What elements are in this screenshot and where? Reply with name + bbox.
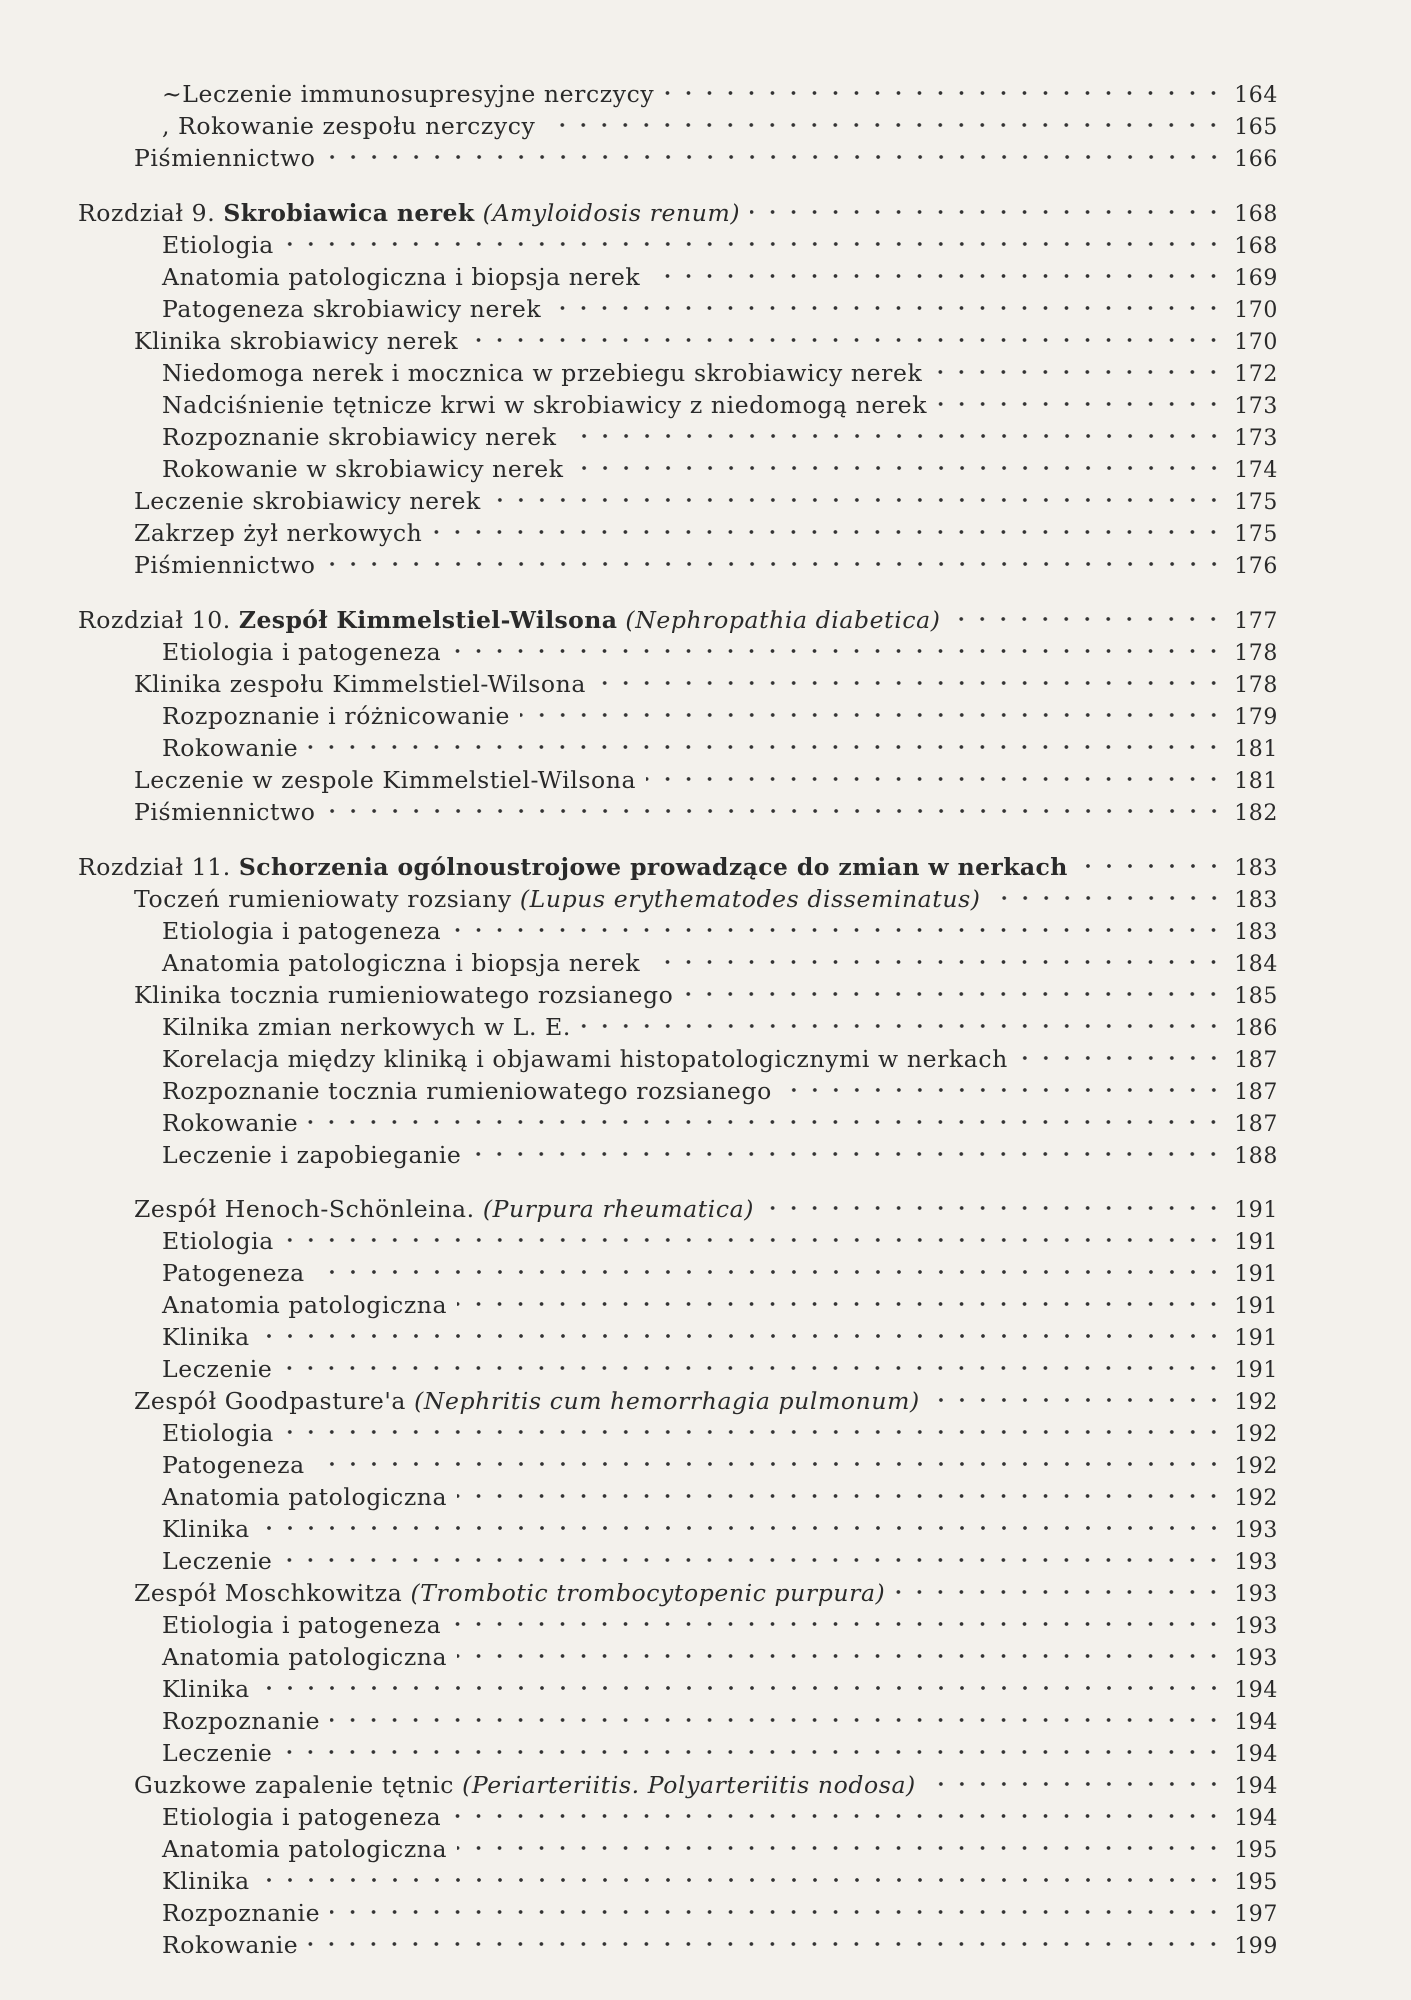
- page-number: 191: [1234, 1294, 1278, 1319]
- toc-entry-title: [134, 796, 316, 828]
- toc-entry-title: [162, 110, 535, 142]
- toc-entry-title: [134, 1385, 920, 1417]
- toc-entry: [78, 1609, 1278, 1641]
- toc-entry: [78, 1769, 1278, 1801]
- toc-entry-title: [78, 197, 740, 229]
- dot-leader: [282, 1737, 1224, 1761]
- dot-leader: [330, 1705, 1224, 1729]
- dot-leader: [581, 1011, 1224, 1035]
- entry-text: Guzkowe zapalenie tętnic: [134, 1771, 463, 1799]
- toc-entry-title: [162, 1257, 305, 1289]
- page-number: 174: [1234, 458, 1278, 483]
- dot-leader: [326, 796, 1225, 820]
- dot-leader: [926, 1769, 1224, 1793]
- entry-text: Leczenie w zespole Kimmelstiel-Wilsona: [134, 766, 637, 794]
- entry-text: Klinika: [162, 1515, 250, 1543]
- toc-entry: [78, 229, 1278, 261]
- toc-entry: [78, 668, 1278, 700]
- toc-entry-title: [162, 1011, 571, 1043]
- toc-entry: [78, 78, 1278, 110]
- toc-chapter-entry: [78, 604, 1278, 636]
- toc-entry-title: [162, 1139, 461, 1171]
- toc-entry: [78, 110, 1278, 142]
- page-number: 194: [1234, 1806, 1278, 1831]
- page-number: 187: [1234, 1080, 1278, 1105]
- toc-entry-title: [162, 1481, 447, 1513]
- dot-leader: [1078, 851, 1224, 875]
- entry-text: Leczenie: [162, 1355, 273, 1383]
- dot-leader: [326, 142, 1225, 166]
- toc-entry: [78, 764, 1278, 796]
- page-number: 181: [1234, 769, 1278, 794]
- toc-entry: [78, 549, 1278, 581]
- toc-entry-title: [134, 142, 316, 174]
- toc-entry-title: [162, 1641, 447, 1673]
- dot-leader: [545, 110, 1224, 134]
- page-number: 181: [1234, 737, 1278, 762]
- dot-leader: [471, 1139, 1224, 1163]
- dot-leader: [315, 1257, 1224, 1281]
- toc-entry: [78, 1641, 1278, 1673]
- chapter-title: Zespół Kimmelstiel-Wilsona: [238, 606, 618, 634]
- page-number: 170: [1234, 330, 1278, 355]
- page-number: 193: [1234, 1518, 1278, 1543]
- toc-entry-title: [162, 389, 927, 421]
- toc-entry-title: [162, 1513, 250, 1545]
- page-number: 184: [1234, 952, 1278, 977]
- page-number: 192: [1234, 1454, 1278, 1479]
- dot-leader: [282, 1545, 1224, 1569]
- page-number: 182: [1234, 801, 1278, 826]
- dot-leader: [308, 1107, 1224, 1131]
- dot-leader: [451, 636, 1224, 660]
- dot-leader: [284, 1225, 1224, 1249]
- toc-entry-title: [134, 1193, 754, 1225]
- entry-text: Toczeń rumieniowaty rozsiany: [134, 885, 520, 913]
- page-number: 172: [1234, 362, 1278, 387]
- toc-entry-title: [162, 636, 441, 668]
- page-number: 191: [1234, 1358, 1278, 1383]
- toc-entry-title: [78, 604, 940, 636]
- page-number: 165: [1234, 115, 1278, 140]
- chapter-title: Schorzenia ogólnoustrojowe prowadzące do zmian w nerkach: [238, 853, 1068, 881]
- entry-text: Piśmiennictwo: [134, 144, 316, 172]
- toc-entry-title: [162, 293, 541, 325]
- toc-entry-title: [134, 325, 458, 357]
- dot-leader: [937, 389, 1224, 413]
- entry-text: Rozpoznanie: [162, 1899, 321, 1927]
- page-number: 173: [1234, 394, 1278, 419]
- page-number: 193: [1234, 1550, 1278, 1575]
- dot-leader: [260, 1865, 1225, 1889]
- page-number: 193: [1234, 1582, 1278, 1607]
- entry-text: Rozpoznanie: [162, 1707, 321, 1735]
- entry-text: Anatomia patologiczna: [162, 1291, 448, 1319]
- table-of-contents: [78, 78, 1278, 1961]
- entry-text: Rokowanie: [162, 1109, 299, 1137]
- toc-entry-title: [162, 700, 510, 732]
- toc-entry: [78, 1321, 1278, 1353]
- toc-entry-title: [162, 947, 640, 979]
- toc-entry-title: [162, 1865, 250, 1897]
- dot-leader: [308, 1929, 1224, 1953]
- page-number: 183: [1234, 920, 1278, 945]
- page-number: 191: [1234, 1198, 1278, 1223]
- toc-entry: [78, 883, 1278, 915]
- latin-term: (Nephritis cum hemorrhagia pulmonum): [414, 1387, 920, 1415]
- dot-leader: [750, 197, 1224, 221]
- dot-leader: [764, 1193, 1224, 1217]
- entry-text: Rozdział 10.: [78, 606, 239, 634]
- toc-entry: [78, 261, 1278, 293]
- toc-entry-title: [162, 421, 557, 453]
- page-number: 175: [1234, 490, 1278, 515]
- page-number: 168: [1234, 202, 1278, 227]
- toc-entry: [78, 636, 1278, 668]
- toc-entry: [78, 142, 1278, 174]
- toc-entry-title: [134, 517, 422, 549]
- entry-text: Patogeneza: [162, 1259, 305, 1287]
- entry-text: Kilnika zmian nerkowych w L. E.: [162, 1013, 571, 1041]
- toc-entry: [78, 1929, 1278, 1961]
- toc-entry: [78, 1075, 1278, 1107]
- toc-entry: [78, 700, 1278, 732]
- entry-text: Zakrzep żył nerkowych: [134, 519, 423, 547]
- entry-text: Etiologia i patogeneza: [162, 917, 442, 945]
- entry-text: Rozdział 9.: [78, 199, 224, 227]
- page-number: 195: [1234, 1838, 1278, 1863]
- dot-leader: [650, 261, 1224, 285]
- toc-chapter-entry: [78, 197, 1278, 229]
- toc-entry-title: [162, 1609, 441, 1641]
- entry-text: Anatomia patologiczna i biopsja nerek: [162, 949, 641, 977]
- toc-entry: [78, 1011, 1278, 1043]
- dot-leader: [574, 453, 1225, 477]
- toc-entry: [78, 1897, 1278, 1929]
- page-number: 192: [1234, 1390, 1278, 1415]
- page-number: 193: [1234, 1614, 1278, 1639]
- page-number: 192: [1234, 1422, 1278, 1447]
- entry-text: Niedomoga nerek i mocznica w przebiegu skrobiawicy nerek: [162, 359, 923, 387]
- dot-leader: [315, 1449, 1224, 1473]
- page-number: 169: [1234, 266, 1278, 291]
- toc-entry: [78, 485, 1278, 517]
- toc-entry: [78, 1257, 1278, 1289]
- page-number: 192: [1234, 1486, 1278, 1511]
- dot-leader: [932, 357, 1224, 381]
- entry-text: Leczenie: [162, 1547, 273, 1575]
- toc-entry-title: [162, 1417, 274, 1449]
- dot-leader: [457, 1481, 1224, 1505]
- dot-leader: [468, 325, 1224, 349]
- entry-text: Anatomia patologiczna: [162, 1643, 448, 1671]
- entry-text: [475, 199, 483, 227]
- toc-entry-title: [162, 1897, 320, 1929]
- page-number: 191: [1234, 1230, 1278, 1255]
- entry-text: , Rokowanie zespołu nerczycy: [162, 112, 536, 140]
- dot-leader: [567, 421, 1225, 445]
- toc-entry: [78, 1139, 1278, 1171]
- page-number: 188: [1234, 1144, 1278, 1169]
- toc-entry-title: [162, 1225, 274, 1257]
- toc-entry-title: [162, 1107, 298, 1139]
- toc-entry: [78, 325, 1278, 357]
- entry-text: Nadciśnienie tętnicze krwi w skrobiawicy z niedomogą nerek: [162, 391, 928, 419]
- entry-text: Etiologia: [162, 1227, 274, 1255]
- page-number: 164: [1234, 83, 1278, 108]
- dot-leader: [451, 1609, 1224, 1633]
- dot-leader: [260, 1673, 1225, 1697]
- page-number: 187: [1234, 1112, 1278, 1137]
- entry-text: Rozpoznanie skrobiawicy nerek: [162, 423, 557, 451]
- page-number: 168: [1234, 234, 1278, 259]
- entry-text: Rozdział 11.: [78, 853, 239, 881]
- entry-text: Etiologia i patogeneza: [162, 638, 442, 666]
- latin-term: (Lupus erythematodes disseminatus): [519, 885, 981, 913]
- page-number: 166: [1234, 147, 1278, 172]
- entry-text: Anatomia patologiczna: [162, 1835, 448, 1863]
- chapter-title: Skrobiawica nerek: [223, 199, 475, 227]
- toc-entry-title: [162, 1737, 272, 1769]
- toc-entry: [78, 1481, 1278, 1513]
- entry-text: Piśmiennictwo: [134, 798, 316, 826]
- entry-text: Patogeneza: [162, 1451, 305, 1479]
- toc-entry: [78, 1673, 1278, 1705]
- page-number: 179: [1234, 705, 1278, 730]
- entry-text: Klinika skrobiawicy nerek: [134, 327, 459, 355]
- toc-entry-title: [134, 1577, 885, 1609]
- latin-term: (Purpura rheumatica): [482, 1195, 755, 1223]
- entry-text: Leczenie: [162, 1739, 273, 1767]
- toc-entry-title: [134, 668, 586, 700]
- entry-text: Zespół Goodpasture'a: [134, 1387, 415, 1415]
- entry-text: Etiologia: [162, 231, 274, 259]
- toc-entry-title: [162, 357, 922, 389]
- toc-entry: [78, 1801, 1278, 1833]
- toc-entry: [78, 1865, 1278, 1897]
- page-number: 173: [1234, 426, 1278, 451]
- toc-entry-title: [134, 485, 481, 517]
- dot-leader: [284, 229, 1224, 253]
- toc-entry-title: [134, 549, 316, 581]
- entry-text: Klinika: [162, 1323, 250, 1351]
- toc-entry-title: [162, 732, 298, 764]
- entry-text: Klinika: [162, 1675, 250, 1703]
- toc-entry: [78, 732, 1278, 764]
- entry-text: Zespół Henoch-Schönleina.: [134, 1195, 483, 1223]
- dot-leader: [491, 485, 1224, 509]
- toc-entry: [78, 1225, 1278, 1257]
- latin-term: (Trombotic trombocytopenic purpura): [410, 1579, 886, 1607]
- toc-entry: [78, 1513, 1278, 1545]
- toc-entry-title: [162, 1929, 298, 1961]
- page-number: 178: [1234, 641, 1278, 666]
- page-number: 178: [1234, 673, 1278, 698]
- page-number: 176: [1234, 554, 1278, 579]
- toc-entry: [78, 453, 1278, 485]
- latin-term: (Periarteriitis. Polyarteriitis nodosa): [462, 1771, 916, 1799]
- dot-leader: [895, 1577, 1224, 1601]
- dot-leader: [646, 764, 1224, 788]
- toc-entry-title: [162, 1353, 272, 1385]
- dot-leader: [457, 1289, 1224, 1313]
- dot-leader: [596, 668, 1224, 692]
- page-number: 191: [1234, 1326, 1278, 1351]
- dot-leader: [282, 1353, 1224, 1377]
- toc-entry: [78, 421, 1278, 453]
- entry-text: Rokowanie w skrobiawicy nerek: [162, 455, 564, 483]
- toc-entry-title: [134, 979, 673, 1011]
- dot-leader: [683, 979, 1224, 1003]
- toc-entry: [78, 1833, 1278, 1865]
- toc-entry-title: [134, 1769, 916, 1801]
- entry-text: Etiologia i patogeneza: [162, 1611, 442, 1639]
- entry-text: Rokowanie: [162, 1931, 299, 1959]
- toc-entry: [78, 796, 1278, 828]
- toc-entry: [78, 1193, 1278, 1225]
- entry-text: Anatomia patologiczna: [162, 1483, 448, 1511]
- toc-entry: [78, 1705, 1278, 1737]
- entry-text: Rozpoznanie tocznia rumieniowatego rozsianego: [162, 1077, 772, 1105]
- toc-chapter-entry: [78, 851, 1278, 883]
- toc-entry-title: [162, 1833, 447, 1865]
- entry-text: Leczenie skrobiawicy nerek: [134, 487, 481, 515]
- toc-entry: [78, 947, 1278, 979]
- toc-entry-title: [162, 1673, 250, 1705]
- toc-entry: [78, 979, 1278, 1011]
- entry-text: Klinika zespołu Kimmelstiel-Wilsona: [134, 670, 587, 698]
- page-number: 193: [1234, 1646, 1278, 1671]
- toc-entry: [78, 1417, 1278, 1449]
- dot-leader: [1018, 1043, 1224, 1067]
- dot-leader: [782, 1075, 1224, 1099]
- page-number: 191: [1234, 1262, 1278, 1287]
- toc-entry-title: [162, 229, 274, 261]
- dot-leader: [520, 700, 1224, 724]
- entry-text: Etiologia i patogeneza: [162, 1803, 442, 1831]
- entry-text: Rokowanie: [162, 734, 299, 762]
- entry-text: Rozpoznanie i różnicowanie: [162, 702, 510, 730]
- toc-entry-title: [162, 1705, 320, 1737]
- entry-text: Etiologia: [162, 1419, 274, 1447]
- entry-text: Klinika: [162, 1867, 250, 1895]
- toc-entry: [78, 1289, 1278, 1321]
- toc-entry-title: [162, 915, 441, 947]
- entry-text: ~Leczenie immunosupresyjne nerczycy: [162, 80, 655, 108]
- toc-entry-title: [162, 78, 654, 110]
- dot-leader: [650, 947, 1224, 971]
- page-number: 175: [1234, 522, 1278, 547]
- toc-entry-title: [134, 764, 636, 796]
- dot-leader: [260, 1513, 1225, 1537]
- toc-entry-title: [78, 851, 1068, 883]
- page-number: 194: [1234, 1742, 1278, 1767]
- page-number: 194: [1234, 1710, 1278, 1735]
- dot-leader: [551, 293, 1224, 317]
- toc-entry-title: [162, 1289, 447, 1321]
- page-number: 170: [1234, 298, 1278, 323]
- page-number: 183: [1234, 888, 1278, 913]
- toc-entry-title: [162, 1545, 272, 1577]
- dot-leader: [950, 604, 1224, 628]
- page-number: 197: [1234, 1902, 1278, 1927]
- page-number: 177: [1234, 609, 1278, 634]
- dot-leader: [451, 915, 1224, 939]
- latin-term: (Nephropathia diabetica): [625, 606, 941, 634]
- dot-leader: [457, 1833, 1224, 1857]
- page-number: 194: [1234, 1678, 1278, 1703]
- dot-leader: [308, 732, 1224, 756]
- dot-leader: [326, 549, 1225, 573]
- dot-leader: [330, 1897, 1224, 1921]
- entry-text: Klinika tocznia rumieniowatego rozsianego: [134, 981, 674, 1009]
- toc-entry: [78, 1449, 1278, 1481]
- toc-entry: [78, 357, 1278, 389]
- toc-entry: [78, 1577, 1278, 1609]
- toc-entry: [78, 1043, 1278, 1075]
- entry-text: Leczenie i zapobieganie: [162, 1141, 462, 1169]
- dot-leader: [451, 1801, 1224, 1825]
- dot-leader: [432, 517, 1224, 541]
- toc-entry-title: [162, 1075, 772, 1107]
- page-number: 194: [1234, 1774, 1278, 1799]
- toc-entry: [78, 1545, 1278, 1577]
- entry-text: Zespół Moschkowitza: [134, 1579, 411, 1607]
- toc-entry: [78, 1107, 1278, 1139]
- page-number: 185: [1234, 984, 1278, 1009]
- toc-entry: [78, 517, 1278, 549]
- entry-text: Piśmiennictwo: [134, 551, 316, 579]
- dot-leader: [991, 883, 1225, 907]
- entry-text: Korelacja między kliniką i objawami histopatologicznymi w nerkach: [162, 1045, 1008, 1073]
- toc-entry: [78, 915, 1278, 947]
- toc-entry-title: [162, 453, 564, 485]
- toc-entry-title: [162, 1449, 305, 1481]
- page-number: 195: [1234, 1870, 1278, 1895]
- dot-leader: [260, 1321, 1225, 1345]
- toc-entry-title: [134, 883, 981, 915]
- entry-text: Patogeneza skrobiawicy nerek: [162, 295, 542, 323]
- page-number: 199: [1234, 1934, 1278, 1959]
- toc-entry-title: [162, 1321, 250, 1353]
- page-number: 187: [1234, 1048, 1278, 1073]
- toc-entry-title: [162, 261, 640, 293]
- toc-entry-title: [162, 1801, 441, 1833]
- dot-leader: [664, 78, 1224, 102]
- dot-leader: [457, 1641, 1224, 1665]
- dot-leader: [930, 1385, 1224, 1409]
- page-number: 183: [1234, 856, 1278, 881]
- toc-entry: [78, 1353, 1278, 1385]
- latin-term: (Amyloidosis renum): [482, 199, 741, 227]
- toc-entry: [78, 1385, 1278, 1417]
- toc-entry: [78, 293, 1278, 325]
- toc-entry-title: [162, 1043, 1008, 1075]
- toc-entry: [78, 1737, 1278, 1769]
- toc-entry: [78, 389, 1278, 421]
- page-number: 186: [1234, 1016, 1278, 1041]
- entry-text: Anatomia patologiczna i biopsja nerek: [162, 263, 641, 291]
- dot-leader: [284, 1417, 1224, 1441]
